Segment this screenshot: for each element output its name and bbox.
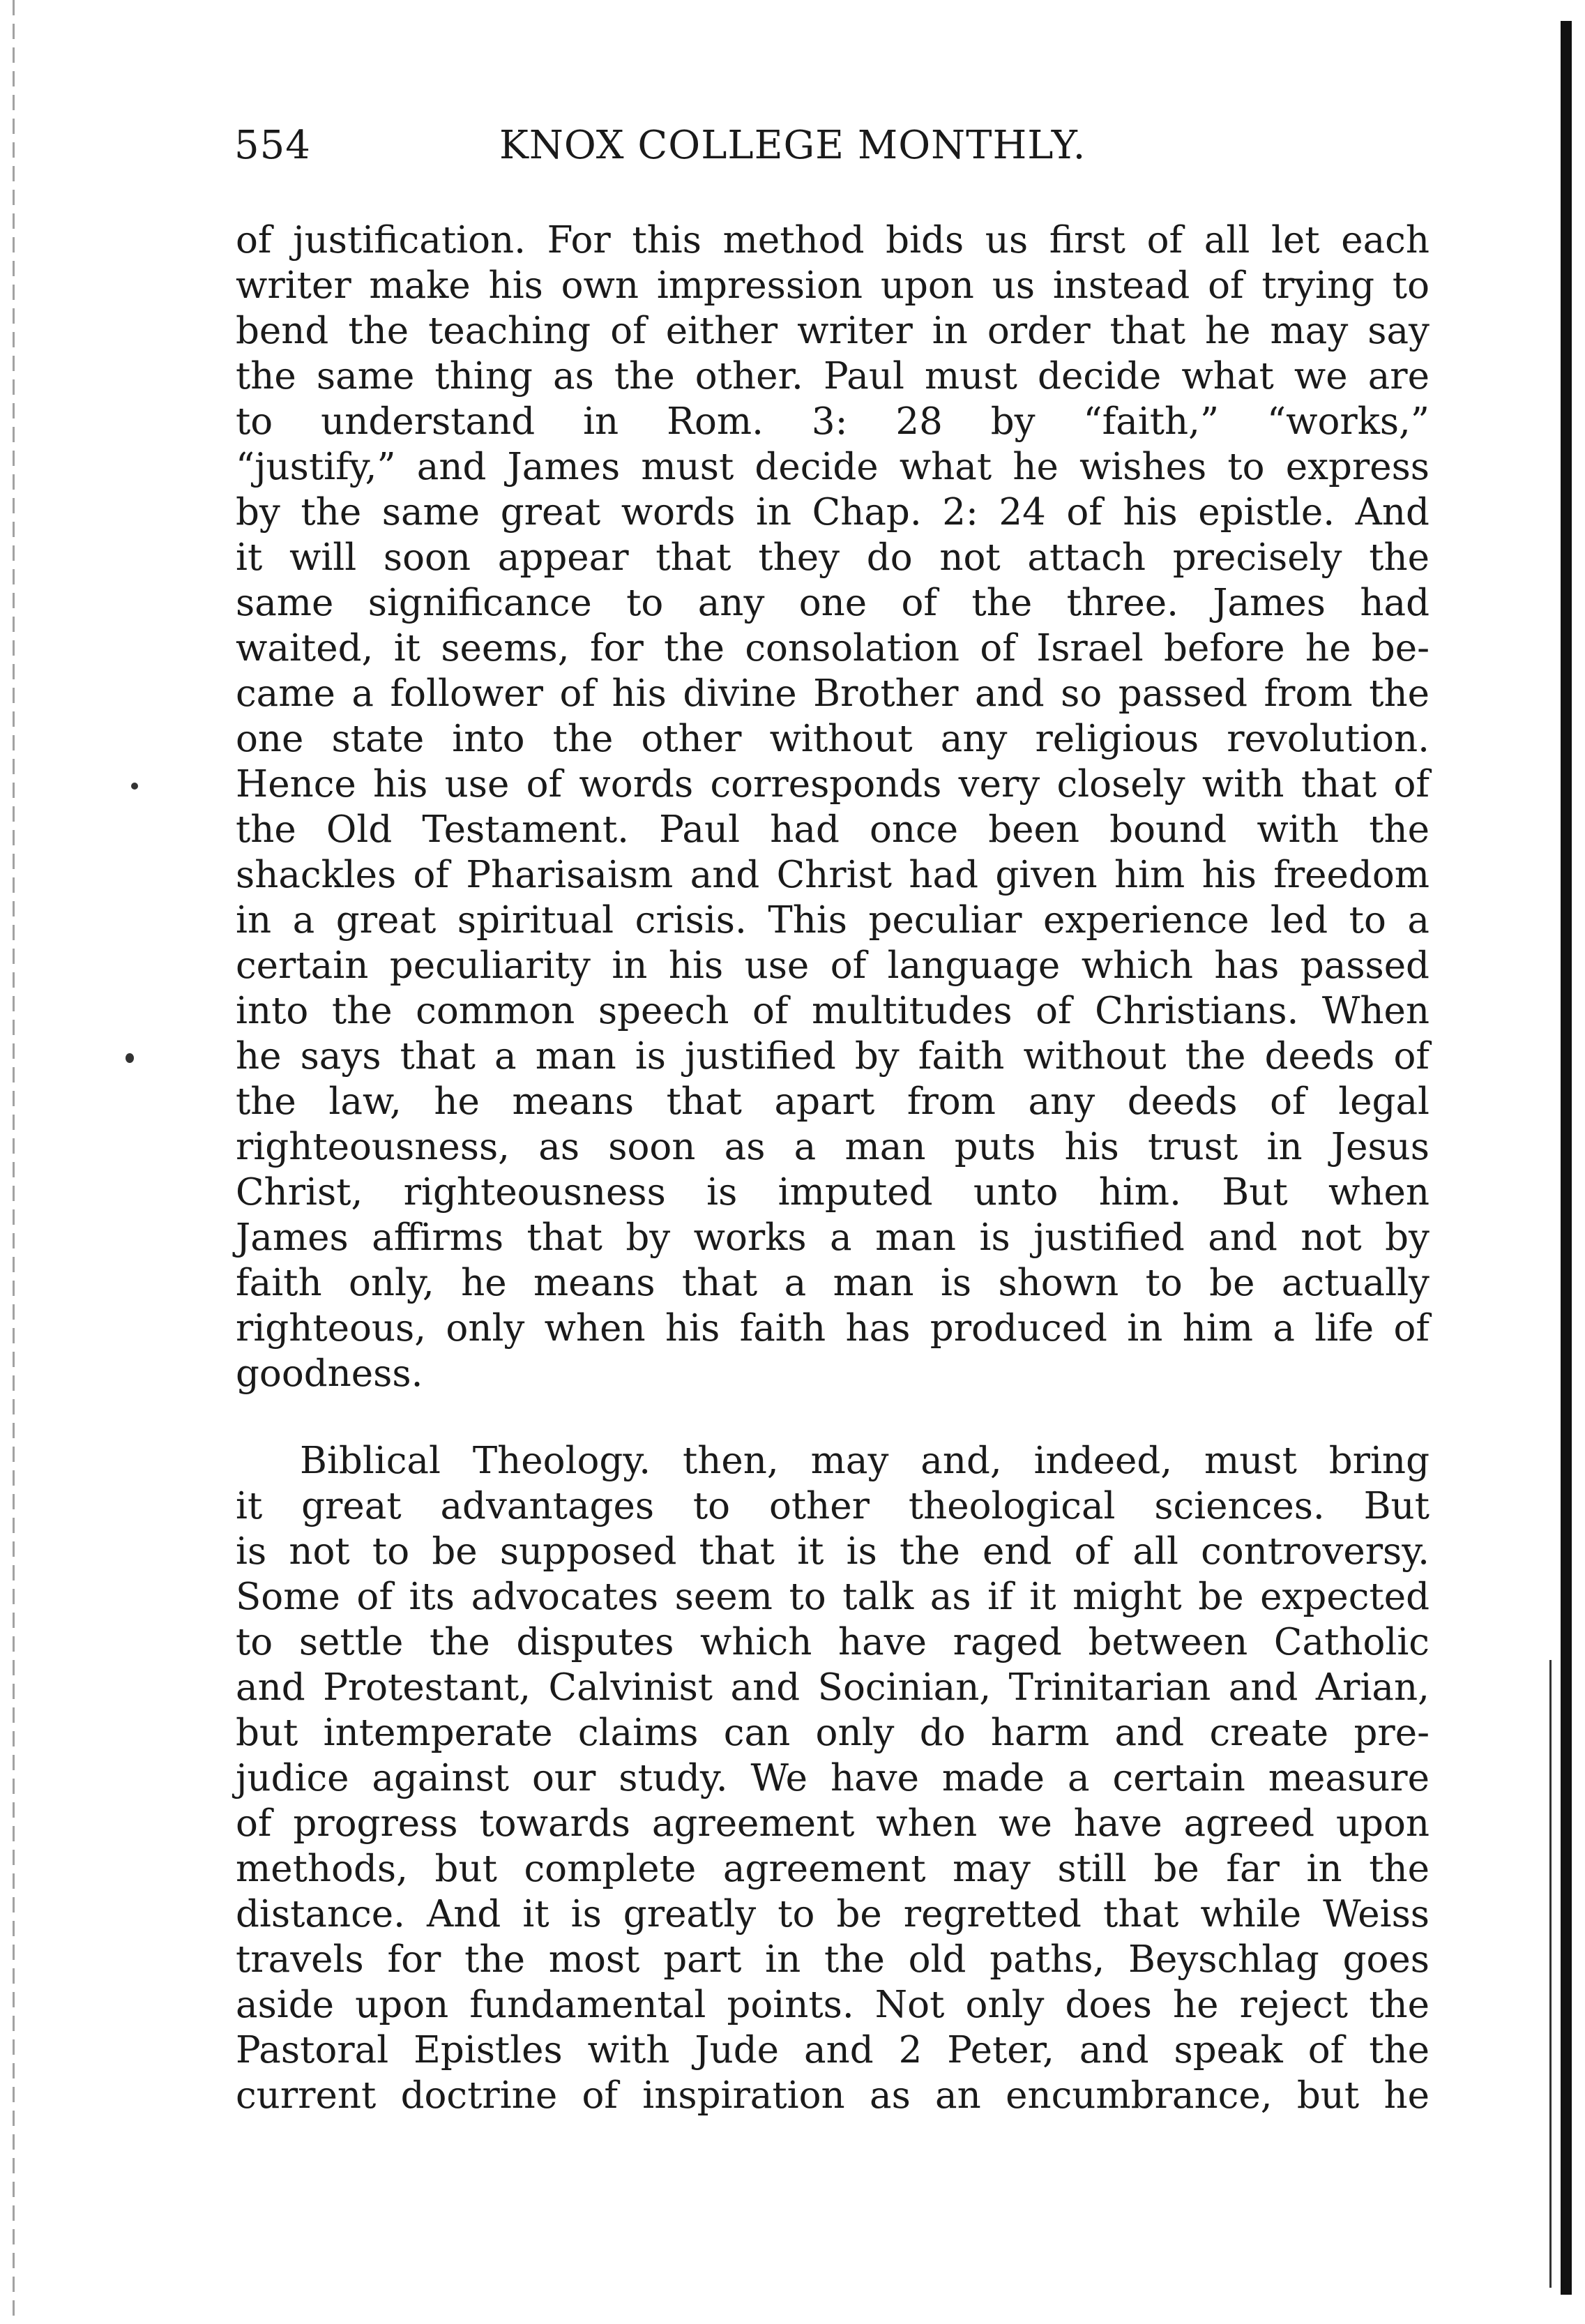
text-line: by the same great words in Chap. 2: 24 of his epistle. And xyxy=(236,491,1429,534)
text-line: is not to be supposed that it is the end of all controversy. xyxy=(236,1530,1429,1573)
text-line: into the common speech of multitudes of Christians. When xyxy=(236,990,1429,1032)
text-line: he says that a man is justified by faith without the deeds of xyxy=(236,1035,1429,1078)
text-line: writer make his own impression upon us instead of trying to xyxy=(236,264,1429,307)
text-line: methods, but complete agreement may still be far in the xyxy=(236,1848,1429,1890)
text-line: James affirms that by works a man is justified and not by xyxy=(236,1216,1429,1259)
scan-left-edge xyxy=(13,0,15,2324)
text-line: came a follower of his divine Brother and so passed from the xyxy=(236,672,1429,715)
text-line: distance. And it is greatly to be regretted that while Weiss xyxy=(236,1893,1429,1936)
text-line: same significance to any one of the three. James had xyxy=(236,582,1429,624)
scan-right-edge xyxy=(1561,21,1572,2295)
stray-ink-mark xyxy=(131,783,138,790)
text-line: to understand in Rom. 3: 28 by “faith,” “works,” xyxy=(236,400,1429,443)
text-line: righteousness, as soon as a man puts his trust in Jesus xyxy=(236,1126,1429,1168)
stray-ink-mark xyxy=(126,1053,134,1063)
scan-right-edge-line xyxy=(1549,1660,1552,2288)
text-line: goodness. xyxy=(236,1352,423,1395)
text-line: aside upon fundamental points. Not only does he reject the xyxy=(236,1984,1429,2026)
page-header xyxy=(234,123,1420,179)
text-line: the law, he means that apart from any deeds of legal xyxy=(236,1080,1429,1123)
text-line: the Old Testament. Paul had once been bound with the xyxy=(236,808,1429,851)
text-line: Hence his use of words corresponds very closely with that of xyxy=(236,763,1429,806)
text-line: certain peculiarity in his use of language which has passed xyxy=(236,944,1429,987)
text-line: of progress towards agreement when we have agreed upon xyxy=(236,1802,1429,1845)
text-line: to settle the disputes which have raged between Catholic xyxy=(236,1621,1429,1663)
paragraph-2 xyxy=(236,1438,1429,2118)
text-line: righteous, only when his faith has produced in him a life of xyxy=(236,1307,1429,1350)
text-line: but intemperate claims can only do harm and create pre- xyxy=(236,1712,1429,1754)
text-line: current doctrine of inspiration as an encumbrance, but he xyxy=(236,2074,1429,2117)
text-line: in a great spiritual crisis. This peculiar experience led to a xyxy=(236,899,1429,942)
text-line: bend the teaching of either writer in order that he may say xyxy=(236,310,1429,352)
text-line: shackles of Pharisaism and Christ had given him his freedom xyxy=(236,854,1429,896)
text-line: one state into the other without any religious revolution. xyxy=(236,718,1429,760)
text-line: Biblical Theology. then, may and, indeed, must bring xyxy=(300,1440,1429,1482)
text-line: faith only, he means that a man is shown to be actually xyxy=(236,1262,1429,1304)
text-line: Pastoral Epistles with Jude and 2 Peter, and speak of the xyxy=(236,2029,1429,2072)
page-number: 554 xyxy=(234,123,311,168)
text-line: the same thing as the other. Paul must decide what we are xyxy=(236,355,1429,398)
text-line: “justify,” and James must decide what he wishes to express xyxy=(236,446,1429,488)
text-line: travels for the most part in the old paths, Beyschlag goes xyxy=(236,1938,1429,1981)
text-line: and Protestant, Calvinist and Socinian, Trinitarian and Arian, xyxy=(236,1666,1429,1709)
text-line: it great advantages to other theological sciences. But xyxy=(236,1485,1429,1527)
text-line: Some of its advocates seem to talk as if it might be expected xyxy=(236,1576,1429,1618)
paragraph-1 xyxy=(236,218,1429,1396)
text-line: it will soon appear that they do not attach precisely the xyxy=(236,536,1429,579)
body-text xyxy=(236,218,1429,2118)
text-line: Christ, righteousness is imputed unto him. But when xyxy=(236,1171,1429,1214)
text-line: of justification. For this method bids us first of all let each xyxy=(236,219,1429,262)
running-title: KNOX COLLEGE MONTHLY. xyxy=(499,123,1086,168)
paragraph-gap xyxy=(236,1396,1429,1438)
text-line: waited, it seems, for the consolation of Israel before he be- xyxy=(236,627,1429,670)
text-line: judice against our study. We have made a certain measure xyxy=(236,1757,1429,1799)
